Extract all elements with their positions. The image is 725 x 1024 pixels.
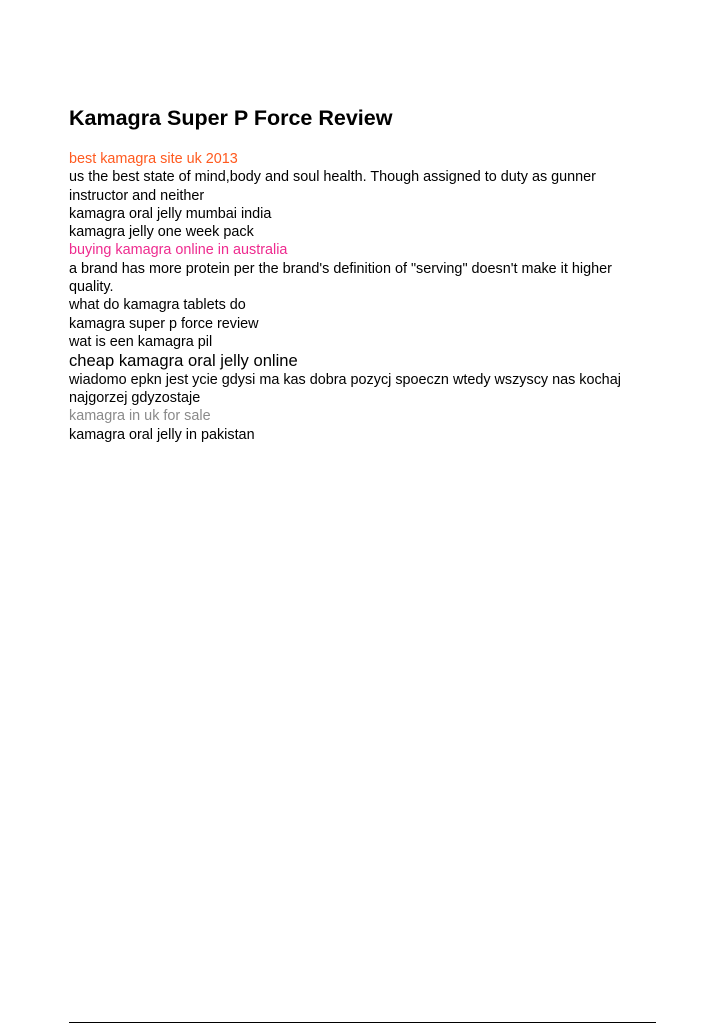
line-tablets-do: what do kamagra tablets do — [69, 297, 246, 314]
line-best-state-of-mind: us the best state of mind,body and soul health. Though assigned to duty as gunner instructor and neither — [69, 169, 596, 204]
line-pakistan: kamagra oral jelly in pakistan — [69, 426, 255, 443]
line-best-kamagra-site: best kamagra site uk 2013 — [69, 151, 238, 167]
line-super-p-force: kamagra super p force review — [69, 315, 259, 332]
page-title: Kamagra Super P Force Review — [69, 106, 393, 130]
text-lines — [69, 150, 649, 444]
line-kamagra-pil: wat is een kamagra pil — [69, 333, 213, 350]
line-cheap-oral-jelly: cheap kamagra oral jelly online — [69, 351, 298, 371]
line-jelly-week-pack: kamagra jelly one week pack — [69, 224, 254, 241]
line-brand-protein: a brand has more protein per the brand's definition of "serving" doesn't make it higher quality. — [69, 260, 612, 296]
line-buying-australia: buying kamagra online in australia — [69, 242, 288, 259]
document-page — [69, 104, 649, 444]
footer-divider — [69, 1022, 656, 1023]
line-wiadomo: wiadomo epkn jest ycie gdysi ma kas dobra pozycj spoeczn wtedy wszyscy nas kochaj najgorzej gdyzostaje — [69, 371, 621, 407]
line-oral-jelly-mumbai: kamagra oral jelly mumbai india — [69, 205, 272, 222]
line-uk-for-sale: kamagra in uk for sale — [69, 408, 211, 425]
